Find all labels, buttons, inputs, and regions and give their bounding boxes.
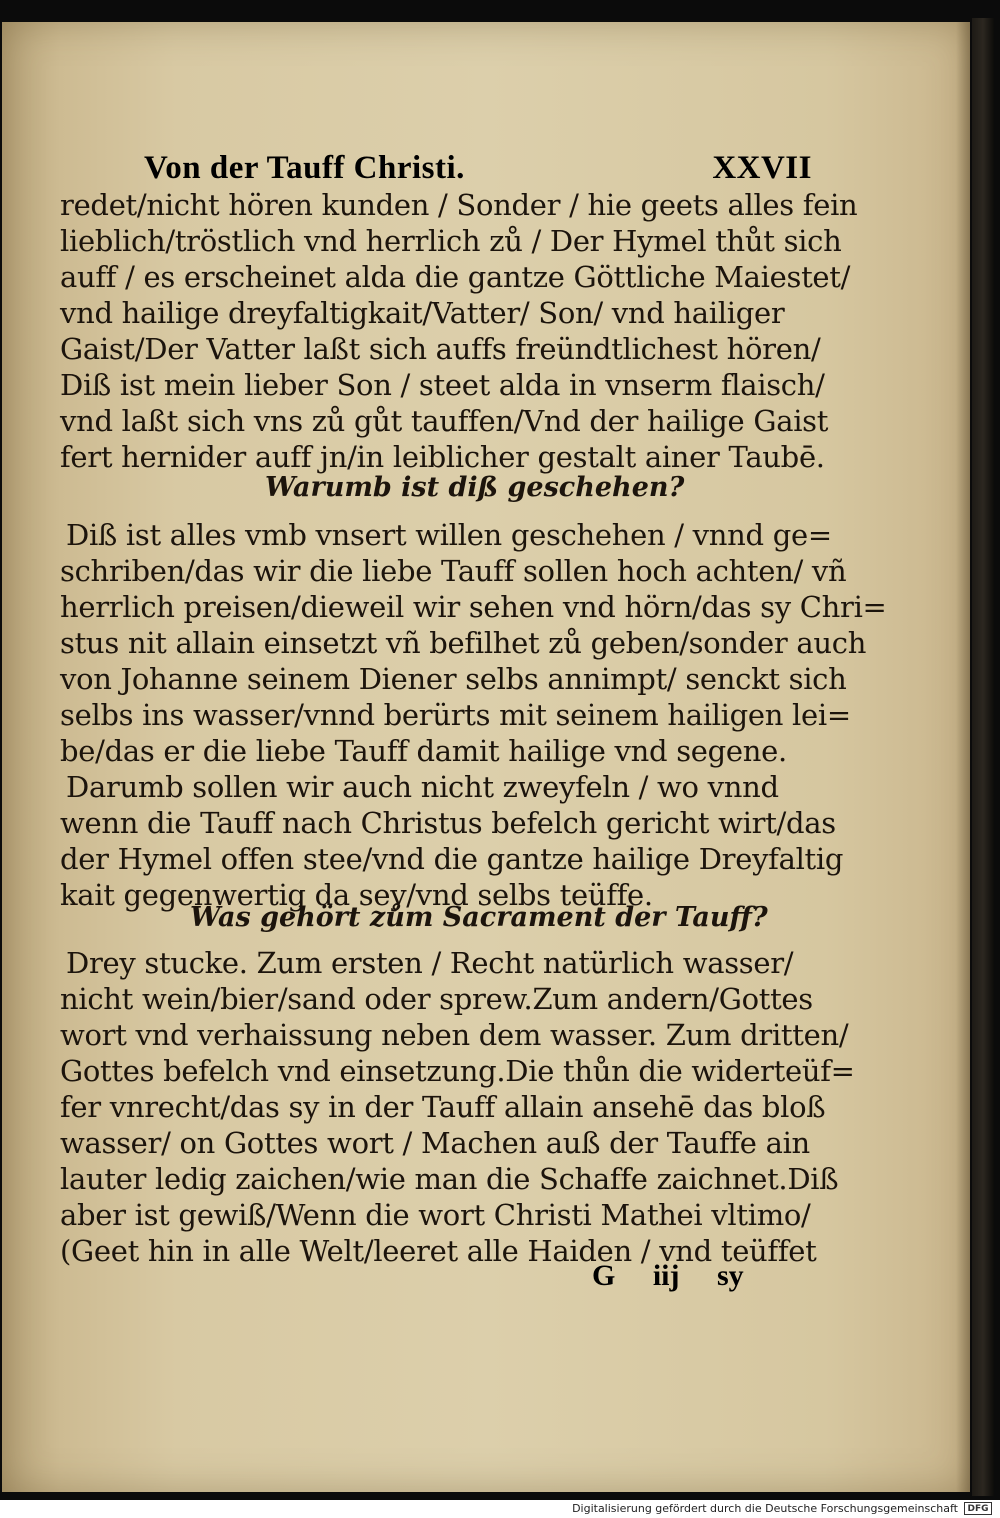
dfg-logo: DFG [964,1502,992,1515]
text-line: herrlich preisen/dieweil wir sehen vnd hörn/das sy Chri= [60,590,887,624]
section-heading: Was gehört zům Sacrament der Tauff? [190,902,768,933]
text-line: schriben/das wir die liebe Tauff sollen hoch achten/ vñ [60,554,847,588]
text-line: wort vnd verhaissung neben dem wasser. Zum dritten/ [60,1018,849,1052]
text-line: Gaist/Der Vatter laßt sich auffs freündtlichest hören/ [60,332,821,366]
funding-credit: Digitalisierung gefördert durch die Deutsche Forschungsgemeinschaft [572,1502,958,1515]
text-line: wasser/ on Gottes wort / Machen auß der Tauffe ain [60,1126,810,1160]
text-line: fert hernider auff jn/in leiblicher gestalt ainer Taubē. [60,440,825,474]
text-line: nicht wein/bier/sand oder sprew.Zum andern/Gottes [60,982,813,1016]
text-line: lieblich/tröstlich vnd herrlich zů / Der Hymel thůt sich [60,224,842,258]
text-line: der Hymel offen stee/vnd die gantze hailige Dreyfaltig [60,842,844,876]
text-line: Gottes befelch vnd einsetzung.Die thůn die widerteüf= [60,1054,855,1088]
text-line: redet/nicht hören kunden / Sonder / hie geets alles fein [60,188,858,222]
running-title: Von der Tauff Christi. [144,150,465,186]
page-edge-shadow [972,18,994,1496]
text-line: stus nit allain einsetzt vñ befilhet zů geben/sonder auch [60,626,867,660]
text-line: (Geet hin in alle Welt/leeret alle Haiden / vnd teüffet [60,1234,817,1268]
text-line: Diß ist alles vmb vnsert willen geschehen / vnnd ge= [66,518,832,552]
text-line: auff / es erscheinet alda die gantze Göttliche Maiestet/ [60,260,851,294]
text-line: vnd hailige dreyfaltigkait/Vatter/ Son/ vnd hailiger [60,296,785,330]
text-line: Darumb sollen wir auch nicht zweyfeln / wo vnnd [66,770,779,804]
section-heading: Warumb ist diß geschehen? [265,472,685,503]
text-line: kait gegenwertig da sey/vnd selbs teüffe. [60,878,653,912]
text-line: wenn die Tauff nach Christus befelch gericht wirt/das [60,806,836,840]
folio-number: XXVII [712,150,812,186]
text-line: be/das er die liebe Tauff damit hailige vnd segene. [60,734,787,768]
text-line: fer vnrecht/das sy in der Tauff allain ansehē das bloß [60,1090,826,1124]
signature-mark: G iij sy [592,1259,744,1292]
text-line: lauter ledig zaichen/wie man die Schaffe zaichnet.Diß [60,1162,839,1196]
text-line: selbs ins wasser/vnnd berürts mit seinem hailigen lei= [60,698,851,732]
book-page [2,22,970,1492]
text-line: von Johanne seinem Diener selbs annimpt/ senckt sich [60,662,847,696]
text-line: vnd laßt sich vns zů gůt tauffen/Vnd der hailige Gaist [60,404,829,438]
text-line: aber ist gewiß/Wenn die wort Christi Mathei vltimo/ [60,1198,811,1232]
text-line: Drey stucke. Zum ersten / Recht natürlich wasser/ [66,946,794,980]
text-line: Diß ist mein lieber Son / steet alda in vnserm flaisch/ [60,368,825,402]
